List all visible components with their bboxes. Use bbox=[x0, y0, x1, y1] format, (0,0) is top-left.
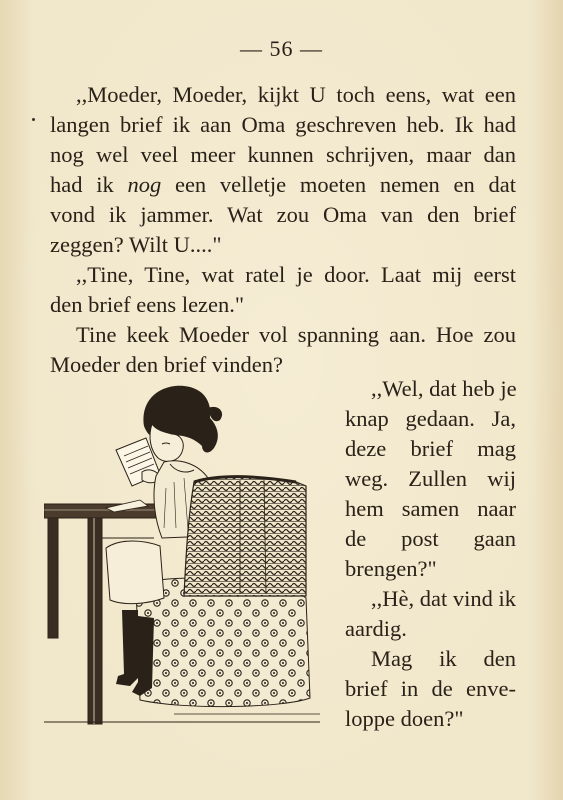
text-span: een velletje moeten nemen en dat bbox=[161, 172, 516, 197]
side-text-line: loppe doen?" bbox=[345, 706, 464, 731]
text-line: vond ik jammer. Wat zou Oma van den brief bbox=[50, 202, 516, 227]
text-line: zeggen? Wilt U...." bbox=[50, 232, 222, 257]
side-text-line: aardig. bbox=[345, 616, 407, 641]
side-text-block bbox=[345, 374, 516, 734]
ink-speck bbox=[32, 118, 35, 121]
side-text-line: deze brief mag bbox=[345, 436, 516, 461]
main-text-block bbox=[50, 80, 516, 380]
page-number: — 56 — bbox=[240, 36, 323, 61]
side-text-line: weg. Zullen wij bbox=[345, 466, 516, 491]
text-span: had ik bbox=[50, 172, 128, 197]
side-text-line: brengen?" bbox=[345, 556, 437, 581]
side-text-line: de post gaan bbox=[345, 526, 516, 551]
text-line: ,,Moeder, Moeder, kijkt U toch eens, wat een bbox=[76, 82, 516, 107]
text-line bbox=[50, 170, 516, 200]
side-text-line: ,,Hè, dat vind ik bbox=[371, 586, 516, 611]
side-text-line: brief in de enve- bbox=[345, 676, 516, 701]
side-text-line: knap gedaan. Ja, bbox=[345, 406, 516, 431]
text-line: Moeder den brief vinden? bbox=[50, 352, 284, 377]
emphasis-word: nog bbox=[127, 172, 162, 197]
text-line: Tine keek Moeder vol spanning aan. Hoe zou bbox=[76, 322, 516, 347]
illustration-girl-reading-letter bbox=[44, 378, 324, 726]
side-text-line: Mag ik den bbox=[371, 646, 516, 671]
side-text-line: hem samen naar bbox=[345, 496, 516, 521]
text-line: nog wel veel meer kunnen schrijven, maar dan bbox=[50, 142, 516, 167]
text-line: den brief eens lezen." bbox=[50, 292, 245, 317]
text-line: langen brief ik aan Oma geschreven heb. Ik had bbox=[50, 112, 516, 137]
text-line: ,,Tine, Tine, wat ratel je door. Laat mij eerst bbox=[76, 262, 516, 287]
side-text-line: ,,Wel, dat heb je bbox=[371, 376, 517, 401]
